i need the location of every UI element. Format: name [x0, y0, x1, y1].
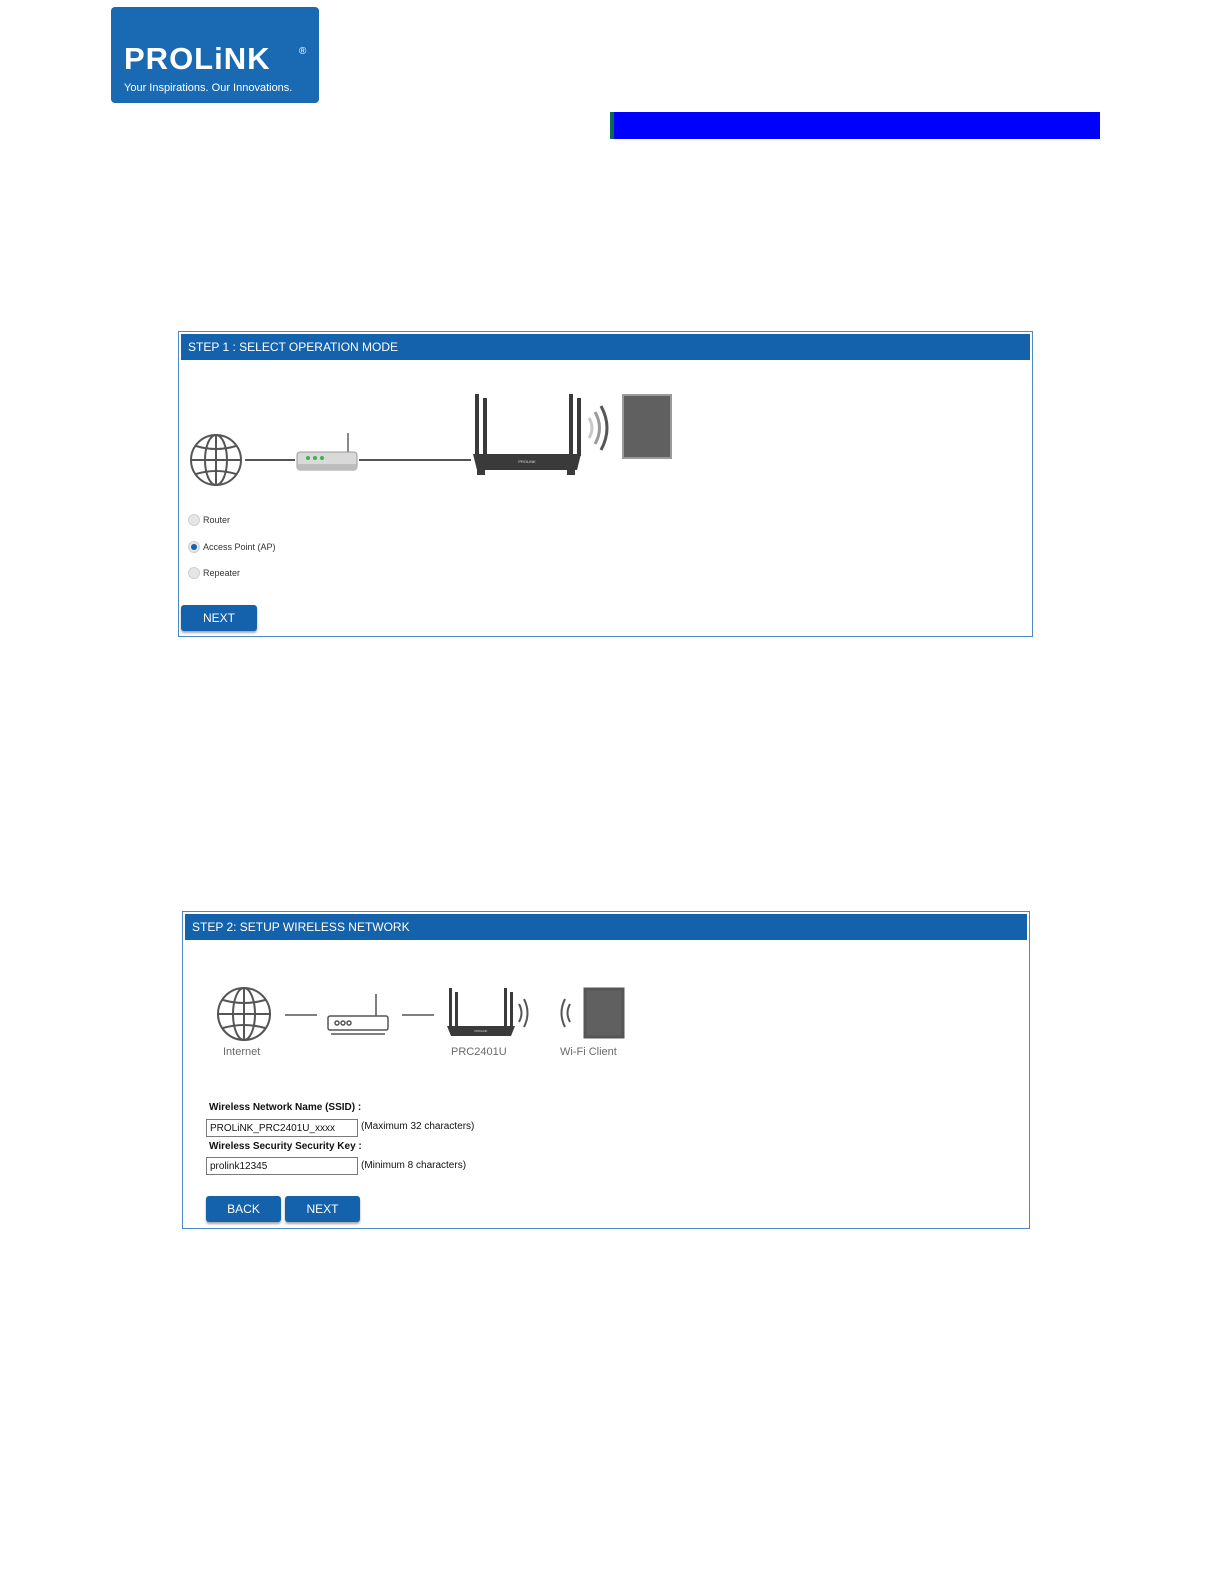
ssid-hint: (Maximum 32 characters): [361, 1121, 475, 1132]
router-caption: PRC2401U: [451, 1046, 507, 1058]
next-button[interactable]: NEXT: [181, 605, 257, 631]
radio-access-point[interactable]: [188, 541, 200, 553]
option-repeater[interactable]: [188, 566, 240, 580]
internet-globe-icon: [191, 435, 241, 485]
router-badge: PROLiNK: [518, 459, 536, 464]
header-bar: [610, 112, 1100, 139]
logo-tagline: Your Inspirations. Our Innovations.: [124, 82, 293, 94]
prolink-logo: [111, 7, 319, 103]
back-button[interactable]: BACK: [206, 1196, 281, 1222]
client-caption: Wi-Fi Client: [560, 1046, 617, 1058]
option-access-point-label: Access Point (AP): [203, 542, 276, 552]
client-waves-icon: [562, 999, 571, 1027]
logo-wordmark: PROLiNK: [124, 41, 271, 76]
step2-topology-diagram: [213, 986, 633, 1046]
tablet-icon: [623, 395, 671, 458]
option-router[interactable]: [188, 513, 230, 527]
step1-title: STEP 1 : SELECT OPERATION MODE: [181, 334, 1030, 360]
ssid-input[interactable]: [206, 1119, 358, 1137]
modem-icon: [328, 994, 388, 1034]
step2-title: STEP 2: SETUP WIRELESS NETWORK: [185, 914, 1027, 940]
modem-icon: [297, 433, 357, 470]
option-repeater-label: Repeater: [203, 568, 241, 578]
router-badge: PROLiNK: [474, 1029, 488, 1033]
option-access-point[interactable]: [188, 540, 276, 554]
radio-router[interactable]: [188, 514, 200, 526]
internet-caption: Internet: [223, 1046, 261, 1058]
logo-registered-mark: ®: [299, 46, 307, 57]
option-router-label: Router: [203, 515, 231, 525]
security-key-hint: (Minimum 8 characters): [361, 1160, 467, 1171]
step1-panel: [178, 331, 1033, 637]
next-button[interactable]: NEXT: [285, 1196, 360, 1222]
internet-globe-icon: [218, 988, 270, 1040]
step2-panel: [182, 911, 1030, 1229]
radio-repeater[interactable]: [188, 567, 200, 579]
tablet-icon: [585, 989, 623, 1037]
wifi-waves-icon: [589, 406, 607, 450]
security-key-input[interactable]: [206, 1157, 358, 1175]
step1-topology-diagram: [187, 390, 687, 490]
ssid-label: Wireless Network Name (SSID) :: [209, 1102, 362, 1113]
security-key-label: Wireless Security Security Key :: [209, 1141, 362, 1152]
wifi-waves-icon: [519, 999, 528, 1027]
